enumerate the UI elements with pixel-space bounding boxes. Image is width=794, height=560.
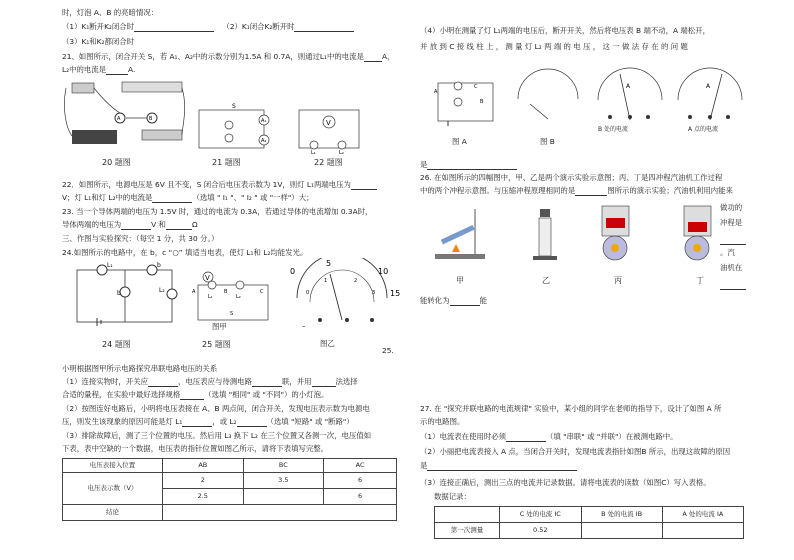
- svg-text:A: A: [434, 89, 438, 95]
- q26-text-2: 中的两个冲程示意图。与压缩冲程原理相同的是 图所示的演示实验；汽油机利用内能来: [420, 186, 733, 195]
- q25-1-cont: 合适的量程，在实验中最好选择规格 （选填 "相同" 或 "不同"）的小灯泡。: [62, 390, 329, 399]
- table-row: 第一次测量 0.52: [435, 523, 744, 539]
- svg-text:0: 0: [306, 290, 310, 296]
- q27-3: （3）连接正确后，测出三点的电流并记录数据。请将电流表的读数（如图C）写入表格。: [420, 478, 711, 487]
- caption-fig-D: A 点的电流: [688, 126, 719, 133]
- figure-21-circuit: [194, 100, 274, 155]
- figure-24-circuit: [67, 262, 182, 330]
- svg-text:L₁: L₁: [107, 262, 113, 269]
- figure-25-voltmeter: [282, 258, 402, 333]
- q4-text: （4）小明在测量了灯 L₁两端的电压后，断开开关，然后将电压表 B 端不动，A 端松开，: [420, 26, 710, 35]
- caption-fig-B: 图 B: [540, 137, 555, 146]
- svg-text:L₁: L₁: [311, 150, 316, 155]
- figure-d-ammeter: [670, 62, 750, 128]
- caption-fig-b: 图乙: [320, 339, 335, 348]
- caption-24: 24 题图: [102, 340, 131, 349]
- table-cell-blank: [243, 489, 324, 505]
- q4-answer: 是: [420, 160, 517, 170]
- q24-text: 24.如图所示的电路中，在 b，c “○” 填适当电表，使灯 L₁和 L₂均能发光。: [62, 248, 308, 257]
- label-jia: 甲: [456, 276, 464, 285]
- q23-text-2: 导体两端的电压为 V 和 Ω: [62, 220, 198, 229]
- q27-text-2: 示的电路图。: [420, 417, 465, 426]
- caption-25: 25 题图: [202, 340, 231, 349]
- caption-fig-C: B 处的电流: [598, 126, 629, 133]
- svg-text:b: b: [157, 262, 161, 269]
- q25-2: （2）按图连好电路后，小明将电压表接在 A、B 两点间，闭合开关，发现电压表示数为电源电: [62, 404, 370, 413]
- label-ding: 丁: [696, 276, 704, 285]
- experiment-yi-image: [525, 204, 565, 264]
- table-header-row: 电压表接入位置 AB BC AC: [63, 459, 397, 473]
- caption-21: 21 题图: [212, 158, 241, 167]
- figure-b-ammeter: [510, 64, 585, 126]
- q25-3-cont: 下表，表中空缺的一个数据，电压表的指针位置如图乙所示，请将下表填写完整。: [62, 444, 329, 453]
- q27-current-table: [434, 506, 744, 539]
- q20-tail: 时，灯泡 A、B 的亮暗情况：: [62, 8, 159, 17]
- q25-voltage-table: [62, 458, 397, 521]
- svg-text:A: A: [626, 83, 631, 90]
- q22-text-2: V；灯 L₁和灯 L₂中的电流是 （选填 " I₁ "、" I₂ " 或 "一样"）大；: [62, 193, 314, 202]
- q22-text: 22．如图所示，电源电压是 6V 且不变，S 闭合后电压表示数为 1V，则灯 L₁两端电压为: [62, 180, 377, 190]
- caption-fig-A: 图 A: [452, 137, 467, 146]
- meter-tick-15: 15: [390, 289, 401, 298]
- svg-text:A: A: [706, 83, 711, 90]
- q4-text-2: 并 放 到 C 接 线 柱 上 ， 测 量 灯 L₂ 两 端 的 电 压 ， 这 一 做 法 存 在 的 问 题: [420, 42, 688, 51]
- svg-text:–: –: [302, 322, 306, 330]
- meter-tick-0: 0: [290, 267, 296, 276]
- left-column: [62, 0, 402, 560]
- svg-text:b: b: [117, 290, 121, 297]
- meter-tick-5: 5: [326, 259, 332, 268]
- svg-text:A₁: A₁: [261, 118, 267, 124]
- q25-3: （3）排除故障后，测了三个位置的电压。然后用 L₃ 换下 L₂ 在三个位置又各测一次，电压值如: [62, 431, 372, 440]
- q20-item-3: （3）K₁和K₂都闭合时: [62, 37, 135, 46]
- section-3-title: 三、作图与实验探究：（每空 1 分，共 30 分。）: [62, 234, 219, 243]
- label-bing: 丙: [614, 276, 622, 285]
- right-column: [420, 0, 750, 560]
- svg-text:C: C: [474, 84, 478, 90]
- svg-text:A: A: [117, 116, 121, 122]
- svg-text:B: B: [480, 99, 484, 105]
- meter-tick-10: 10: [378, 267, 389, 276]
- q26-final: 能转化为 能: [420, 296, 487, 305]
- figure-a-circuit: [430, 68, 505, 130]
- svg-text:B: B: [149, 116, 153, 122]
- svg-text:S: S: [232, 103, 236, 110]
- experiment-jia-image: [430, 204, 490, 264]
- q20-item-1: （1）K₁断开K₂闭合时 （2）K₁闭合K₂断开时: [62, 22, 354, 32]
- engine-bing-image: [588, 204, 643, 264]
- figure-22-circuit: [294, 100, 369, 155]
- table-footer-row: 结论: [63, 505, 397, 521]
- table-header-row: C 处的电流 IC B 处的电流 IB A 处的电流 IA: [435, 507, 744, 523]
- q21-text-2: L₂中的电流是 A.: [62, 65, 136, 74]
- svg-text:S: S: [230, 311, 234, 317]
- figure-c-ammeter: [590, 62, 670, 128]
- q27-2: （2）小丽把电流表接入 A 点，当闭合开关时，发现电流表指针如图B 所示，出现这故障的原因: [420, 447, 731, 456]
- figure-25-circuit: [190, 265, 275, 327]
- caption-22: 22 题图: [314, 158, 343, 167]
- caption-fig-a: 图甲: [212, 322, 227, 331]
- data-record-label: 数据记录：: [434, 492, 471, 501]
- q27-text: 27. 在 "探究并联电路的电流规律" 实验中，某小组的同学在老师的指导下，设计了如图 A 所: [420, 404, 722, 413]
- q27-2-cont: 是: [420, 461, 577, 471]
- svg-text:B: B: [224, 289, 228, 295]
- engine-ding-image: [670, 204, 725, 264]
- svg-text:3: 3: [372, 290, 376, 296]
- caption-20: 20 题图: [102, 158, 131, 167]
- q21-text: 21、如图所示，闭合开关 S，若 A₁、A₂中的示数分别为1.5A 和 0.7A，则通过L₁中的电流是 A，: [62, 52, 395, 61]
- svg-text:L₂: L₂: [236, 294, 241, 300]
- svg-text:A: A: [192, 289, 196, 295]
- svg-text:L₂: L₂: [159, 287, 165, 294]
- svg-text:1: 1: [324, 278, 328, 284]
- q26-text: 26. 在如图所示的四幅图中，甲、乙是两个演示实验示意图；丙、丁是四冲程汽油机工作过程: [420, 173, 723, 182]
- q26-side-text: 做功的 冲程是 。汽 油机在: [720, 200, 750, 290]
- q27-1: （1）电流表在使用时必须 （填 "串联" 或 "并联"）在被测电路中。: [420, 432, 678, 441]
- q23-text: 23. 当一个导体两端的电压为 1.5V 时，通过的电流为 0.3A，若通过导体的电流增加 0.3A时，: [62, 207, 373, 216]
- svg-text:L₂: L₂: [339, 150, 344, 155]
- svg-text:V: V: [326, 119, 331, 127]
- svg-text:C: C: [260, 289, 264, 295]
- table-row: 电压表示数（V） 2 3.5 6: [63, 473, 397, 489]
- q25-title: 小明根据图甲所示电路探究串联电路电压的关系: [62, 364, 218, 373]
- svg-text:L₁: L₁: [208, 294, 213, 300]
- q25-number: 25.: [382, 346, 394, 355]
- svg-text:V: V: [205, 274, 210, 282]
- q25-2-cont: 压，则发生该现象的原因可能是灯 L₁ ，或 L₂ （选填 "短路" 或 "断路"）: [62, 417, 354, 426]
- figure-20-circuit: [62, 78, 192, 148]
- q25-1: （1）连接实物时，开关应 ，电压表应与待测电路 联，并用 法选择: [62, 377, 358, 386]
- table-row: 2.5 6: [63, 489, 397, 505]
- svg-text:2: 2: [354, 278, 358, 284]
- label-yi: 乙: [542, 276, 550, 285]
- svg-text:A₂: A₂: [261, 138, 267, 144]
